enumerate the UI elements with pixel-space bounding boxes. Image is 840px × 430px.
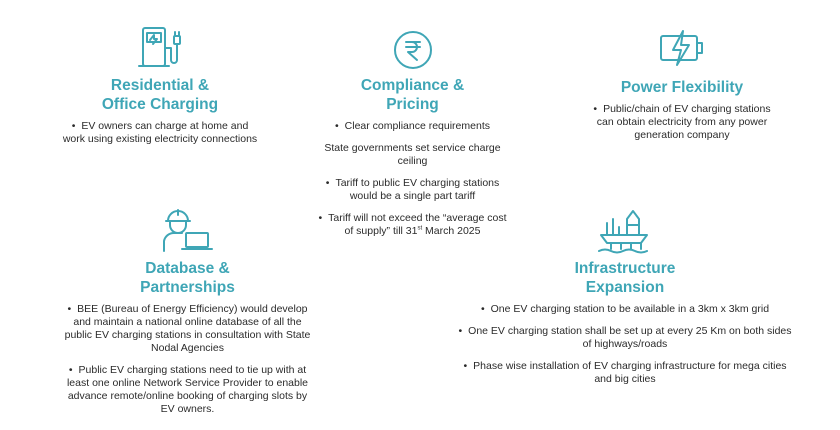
compliance-item: • Tariff will not exceed the “average cost of supply” till 31st March 2025	[315, 212, 510, 238]
power-title: Power Flexibility	[620, 79, 744, 96]
infrastructure-title: Infrastructure Expansion	[574, 260, 676, 296]
battery-bolt-icon	[657, 28, 707, 68]
compliance-item: • Clear compliance requirements	[315, 120, 510, 133]
database-title: Database & Partnerships	[140, 260, 235, 296]
residential-item: • EV owners can charge at home and work using existing electricity connections	[60, 120, 260, 146]
database-item: • Public EV charging stations need to tie up with at least one online Network Service Provider to enable advance remote/online booking of charging slots by EV owners.	[60, 364, 315, 416]
database-item: • BEE (Bureau of Energy Efficiency) would develop and maintain a national online database of all the public EV charging stations in consultation with State Nodal Agencies	[60, 303, 315, 355]
compliance-item: • Tariff to public EV charging stations would be a single part tariff	[315, 177, 510, 203]
section-residential	[60, 24, 260, 155]
section-power	[592, 28, 772, 151]
worker-laptop-icon	[160, 205, 216, 255]
rupee-icon	[391, 28, 435, 72]
section-infrastructure	[455, 205, 795, 395]
infrastructure-item: • One EV charging station to be available in a 3km x 3km grid	[455, 303, 795, 316]
infrastructure-item: • Phase wise installation of EV charging infrastructure for mega cities and big cities	[455, 360, 795, 386]
compliance-item: State governments set service charge ceiling	[324, 142, 501, 167]
section-database	[60, 205, 315, 425]
ev-charger-icon	[135, 24, 185, 72]
infrastructure-icon	[597, 205, 653, 255]
residential-title: Residential & Office Charging	[101, 77, 219, 113]
infrastructure-item: • One EV charging station shall be set up at every 25 Km on both sides of highways/roads	[455, 325, 795, 351]
power-item: • Public/chain of EV charging stations can obtain electricity from any power generation company	[592, 103, 772, 142]
compliance-title: Compliance & Pricing	[360, 77, 465, 113]
